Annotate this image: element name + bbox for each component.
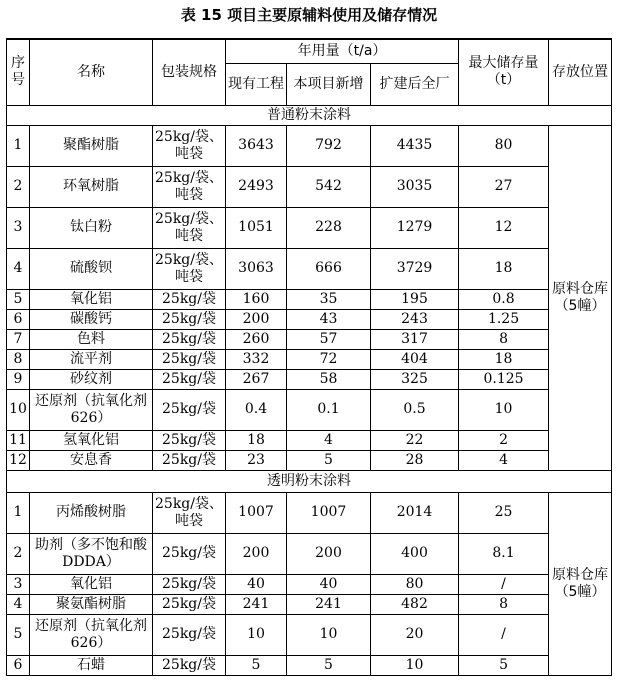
cell-existing: 10 <box>226 614 287 655</box>
cell-pkg: 25kg/袋 <box>153 594 226 614</box>
cell-new: 40 <box>287 574 371 594</box>
cell-pkg: 25kg/袋 <box>153 533 226 574</box>
cell-pkg: 25kg/袋 <box>153 329 226 349</box>
section-title: 透明粉末涂料 <box>7 470 612 492</box>
cell-pkg: 25kg/袋、吨袋 <box>153 166 226 207</box>
cell-seq: 3 <box>7 574 30 594</box>
section-title: 普通粉末涂料 <box>7 105 612 125</box>
cell-max-storage: 12 <box>459 207 549 248</box>
table-row <box>7 329 612 349</box>
materials-table <box>6 38 612 676</box>
cell-pkg: 25kg/袋 <box>153 349 226 369</box>
cell-after: 28 <box>371 450 459 470</box>
cell-after: 10 <box>371 655 459 675</box>
cell-after: 482 <box>371 594 459 614</box>
cell-max-storage: 8 <box>459 329 549 349</box>
cell-new: 1007 <box>287 492 371 533</box>
table-row <box>7 309 612 329</box>
cell-name: 流平剂 <box>30 349 153 369</box>
cell-max-storage: / <box>459 574 549 594</box>
cell-seq: 8 <box>7 349 30 369</box>
cell-storage-location: 原料仓库（5幢） <box>549 492 612 675</box>
table-row <box>7 450 612 470</box>
cell-new: 200 <box>287 533 371 574</box>
cell-max-storage: 25 <box>459 492 549 533</box>
table-row <box>7 492 612 533</box>
cell-pkg: 25kg/袋 <box>153 289 226 309</box>
cell-seq: 1 <box>7 492 30 533</box>
cell-new: 10 <box>287 614 371 655</box>
table-row <box>7 166 612 207</box>
cell-max-storage: / <box>459 614 549 655</box>
cell-storage-location: 原料仓库（5幢） <box>549 125 612 470</box>
cell-name: 石蜡 <box>30 655 153 675</box>
cell-seq: 4 <box>7 248 30 289</box>
cell-existing: 1051 <box>226 207 287 248</box>
cell-name: 还原剂（抗氧化剂 626） <box>30 389 153 430</box>
cell-existing: 0.4 <box>226 389 287 430</box>
table-row <box>7 125 612 166</box>
cell-max-storage: 27 <box>459 166 549 207</box>
cell-name: 色料 <box>30 329 153 349</box>
cell-new: 4 <box>287 430 371 450</box>
cell-pkg: 25kg/袋 <box>153 309 226 329</box>
cell-existing: 267 <box>226 369 287 389</box>
cell-after: 1279 <box>371 207 459 248</box>
cell-max-storage: 8.1 <box>459 533 549 574</box>
cell-new: 228 <box>287 207 371 248</box>
header-max-storage: 最大储存量（t） <box>459 39 549 105</box>
cell-pkg: 25kg/袋 <box>153 389 226 430</box>
cell-new: 5 <box>287 655 371 675</box>
cell-existing: 260 <box>226 329 287 349</box>
table-row <box>7 207 612 248</box>
cell-seq: 1 <box>7 125 30 166</box>
cell-after: 404 <box>371 349 459 369</box>
cell-max-storage: 4 <box>459 450 549 470</box>
cell-max-storage: 18 <box>459 248 549 289</box>
header-location: 存放位置 <box>549 39 612 105</box>
cell-after: 3035 <box>371 166 459 207</box>
cell-max-storage: 5 <box>459 655 549 675</box>
cell-existing: 160 <box>226 289 287 309</box>
cell-seq: 10 <box>7 389 30 430</box>
cell-name: 硫酸钡 <box>30 248 153 289</box>
cell-name: 丙烯酸树脂 <box>30 492 153 533</box>
cell-name: 氢氧化铝 <box>30 430 153 450</box>
cell-new: 542 <box>287 166 371 207</box>
cell-seq: 7 <box>7 329 30 349</box>
cell-name: 聚氨酯树脂 <box>30 594 153 614</box>
cell-max-storage: 8 <box>459 594 549 614</box>
cell-pkg: 25kg/袋 <box>153 369 226 389</box>
cell-after: 80 <box>371 574 459 594</box>
cell-existing: 1007 <box>226 492 287 533</box>
header-after: 扩建后全厂 <box>371 63 459 105</box>
cell-pkg: 25kg/袋 <box>153 430 226 450</box>
cell-max-storage: 2 <box>459 430 549 450</box>
cell-seq: 9 <box>7 369 30 389</box>
cell-max-storage: 80 <box>459 125 549 166</box>
cell-name: 聚酯树脂 <box>30 125 153 166</box>
cell-after: 325 <box>371 369 459 389</box>
cell-after: 22 <box>371 430 459 450</box>
cell-seq: 5 <box>7 614 30 655</box>
cell-max-storage: 0.125 <box>459 369 549 389</box>
cell-new: 35 <box>287 289 371 309</box>
cell-existing: 332 <box>226 349 287 369</box>
cell-pkg: 25kg/袋、吨袋 <box>153 125 226 166</box>
cell-name: 砂纹剂 <box>30 369 153 389</box>
cell-existing: 241 <box>226 594 287 614</box>
cell-after: 243 <box>371 309 459 329</box>
table-row <box>7 594 612 614</box>
table-row <box>7 389 612 430</box>
cell-pkg: 25kg/袋 <box>153 450 226 470</box>
table-row <box>7 289 612 309</box>
cell-pkg: 25kg/袋、吨袋 <box>153 248 226 289</box>
cell-existing: 3643 <box>226 125 287 166</box>
cell-existing: 18 <box>226 430 287 450</box>
cell-max-storage: 18 <box>459 349 549 369</box>
cell-name: 还原剂（抗氧化剂 626） <box>30 614 153 655</box>
cell-pkg: 25kg/袋、吨袋 <box>153 492 226 533</box>
cell-existing: 2493 <box>226 166 287 207</box>
cell-new: 792 <box>287 125 371 166</box>
cell-name: 碳酸钙 <box>30 309 153 329</box>
cell-name: 氧化铝 <box>30 289 153 309</box>
cell-existing: 200 <box>226 533 287 574</box>
cell-seq: 3 <box>7 207 30 248</box>
table-row <box>7 430 612 450</box>
cell-pkg: 25kg/袋 <box>153 574 226 594</box>
cell-new: 57 <box>287 329 371 349</box>
table-row <box>7 655 612 675</box>
cell-after: 4435 <box>371 125 459 166</box>
cell-new: 43 <box>287 309 371 329</box>
cell-seq: 5 <box>7 289 30 309</box>
header-new: 本项目新增 <box>287 63 371 105</box>
table-row <box>7 574 612 594</box>
cell-existing: 40 <box>226 574 287 594</box>
table-row <box>7 248 612 289</box>
header-name: 名称 <box>30 39 153 105</box>
cell-new: 666 <box>287 248 371 289</box>
table-row <box>7 614 612 655</box>
table-row <box>7 533 612 574</box>
cell-new: 5 <box>287 450 371 470</box>
cell-existing: 23 <box>226 450 287 470</box>
cell-existing: 3063 <box>226 248 287 289</box>
cell-max-storage: 10 <box>459 389 549 430</box>
header-pkg: 包装规格 <box>153 39 226 105</box>
cell-new: 0.1 <box>287 389 371 430</box>
cell-new: 72 <box>287 349 371 369</box>
cell-pkg: 25kg/袋 <box>153 655 226 675</box>
cell-name: 钛白粉 <box>30 207 153 248</box>
cell-pkg: 25kg/袋 <box>153 614 226 655</box>
cell-after: 0.5 <box>371 389 459 430</box>
header-annual-usage: 年用量（t/a） <box>226 39 459 63</box>
cell-seq: 4 <box>7 594 30 614</box>
cell-seq: 2 <box>7 533 30 574</box>
cell-after: 20 <box>371 614 459 655</box>
cell-seq: 12 <box>7 450 30 470</box>
cell-after: 400 <box>371 533 459 574</box>
cell-seq: 11 <box>7 430 30 450</box>
cell-after: 3729 <box>371 248 459 289</box>
cell-existing: 5 <box>226 655 287 675</box>
cell-name: 安息香 <box>30 450 153 470</box>
cell-new: 58 <box>287 369 371 389</box>
cell-name: 氧化铝 <box>30 574 153 594</box>
cell-name: 环氧树脂 <box>30 166 153 207</box>
table-caption: 表 15 项目主要原辅料使用及储存情况 <box>180 6 438 24</box>
table-row <box>7 369 612 389</box>
header-existing: 现有工程 <box>226 63 287 105</box>
cell-seq: 6 <box>7 309 30 329</box>
cell-max-storage: 1.25 <box>459 309 549 329</box>
cell-existing: 200 <box>226 309 287 329</box>
cell-after: 195 <box>371 289 459 309</box>
cell-seq: 2 <box>7 166 30 207</box>
table-row <box>7 349 612 369</box>
cell-after: 317 <box>371 329 459 349</box>
cell-pkg: 25kg/袋、吨袋 <box>153 207 226 248</box>
header-seq: 序号 <box>7 39 30 105</box>
cell-seq: 6 <box>7 655 30 675</box>
cell-new: 241 <box>287 594 371 614</box>
cell-name: 助剂（多不饱和酸 DDDA） <box>30 533 153 574</box>
cell-after: 2014 <box>371 492 459 533</box>
cell-max-storage: 0.8 <box>459 289 549 309</box>
